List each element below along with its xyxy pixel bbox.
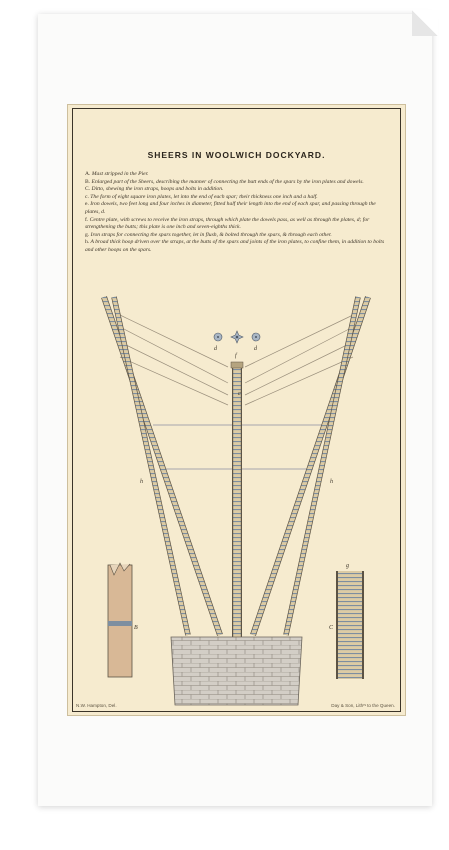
label-d-left: d [214, 346, 217, 352]
credit-lithographer: Day & Son, Lithʳˢ to the Queen. [331, 703, 395, 708]
label-mast-c: c [238, 391, 241, 397]
legend-item: A. Mast stripped in the Pier. [85, 171, 149, 177]
iron-plate-center-icon [231, 331, 243, 343]
central-mast [231, 362, 243, 637]
iron-plate-left-icon [214, 333, 222, 341]
stone-pier [171, 637, 302, 705]
legend-item: g. Iron straps for connecting the spars together, let in flush, & bolted through the spars, & through each other. [85, 231, 332, 238]
iron-plate-right-icon [252, 333, 260, 341]
label-b: B [134, 625, 138, 631]
label-h-right: h [330, 479, 333, 485]
page-curl [412, 10, 438, 36]
label-d-right: d [254, 346, 257, 352]
credit-draftsman: N.W. Hampton, Del. [76, 703, 117, 708]
engraving-plate [67, 104, 406, 716]
legend-item: f. Centre plate, with screws to receive the iron straps, through which plate the dowels pass, as well as through the plates, d; for strengthening the butts; this plate is one inch and seven-eighths thick. [85, 216, 370, 231]
detail-spar-b [108, 563, 132, 677]
plate-title: SHEERS IN WOOLWICH DOCKYARD. [147, 150, 326, 160]
sheers-illustration [68, 105, 405, 715]
legend-item: c. The form of eight square iron plates, let into the end of each spar; their thickness one inch and a half. [85, 193, 318, 200]
legend-item: e. Iron dowels, two feet long and four inches in diameter, fitted half their length into the end of each spar, and passing through the plates, d. [85, 201, 376, 215]
legend-item: C. Ditto, shewing the iron straps, hoops and bolts in addition. [85, 186, 224, 193]
label-c: C [329, 625, 334, 631]
label-f-center: f [235, 353, 237, 359]
legend-item: h. A broad thick hoop driven over the straps, at the butts of the spars and joints of the iron plates, to confine them, in addition to bolts and other hoops on the spars. [85, 239, 385, 253]
detail-spar-c [336, 571, 364, 679]
legend-item: B. Enlarged part of the Sheers, describing the manner of connecting the butt ends of the spars by the iron plates and dowels. [85, 178, 364, 185]
label-h-left: h [140, 479, 143, 485]
label-g: g [346, 563, 349, 569]
